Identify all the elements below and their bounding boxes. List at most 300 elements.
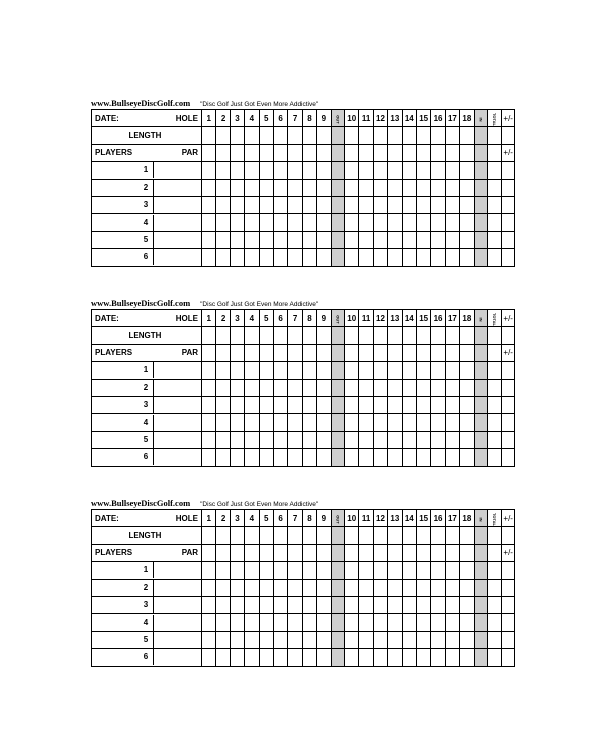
score-cell[interactable] bbox=[302, 562, 316, 579]
score-cell[interactable] bbox=[273, 379, 287, 396]
score-cell[interactable] bbox=[317, 414, 331, 431]
score-cell[interactable] bbox=[445, 596, 459, 613]
par-cell[interactable] bbox=[245, 544, 259, 561]
score-cell[interactable] bbox=[288, 162, 302, 179]
score-cell[interactable] bbox=[416, 214, 430, 231]
par-cell[interactable] bbox=[216, 144, 230, 161]
par-cell[interactable] bbox=[259, 144, 273, 161]
score-cell[interactable] bbox=[502, 414, 515, 431]
score-cell[interactable] bbox=[359, 414, 373, 431]
score-cell[interactable] bbox=[273, 579, 287, 596]
par-cell[interactable] bbox=[230, 544, 244, 561]
score-cell[interactable] bbox=[373, 249, 387, 266]
par-cell[interactable] bbox=[288, 144, 302, 161]
score-cell[interactable] bbox=[216, 231, 230, 248]
score-cell[interactable] bbox=[230, 179, 244, 196]
score-cell[interactable] bbox=[373, 649, 387, 666]
score-cell[interactable] bbox=[359, 179, 373, 196]
score-cell[interactable] bbox=[460, 649, 474, 666]
player-name-cell[interactable] bbox=[92, 414, 202, 431]
player-name-cell[interactable] bbox=[92, 614, 202, 631]
par-cell[interactable] bbox=[402, 344, 416, 361]
par-cell[interactable] bbox=[273, 344, 287, 361]
score-cell[interactable] bbox=[273, 196, 287, 213]
score-cell[interactable] bbox=[402, 649, 416, 666]
score-cell[interactable] bbox=[502, 649, 515, 666]
score-cell[interactable] bbox=[431, 649, 445, 666]
score-cell[interactable] bbox=[359, 379, 373, 396]
score-cell[interactable] bbox=[488, 431, 502, 448]
score-cell[interactable] bbox=[302, 579, 316, 596]
score-cell[interactable] bbox=[259, 562, 273, 579]
score-cell[interactable] bbox=[216, 596, 230, 613]
score-cell[interactable] bbox=[460, 396, 474, 413]
score-cell[interactable] bbox=[216, 396, 230, 413]
score-cell[interactable] bbox=[460, 162, 474, 179]
score-cell[interactable] bbox=[502, 196, 515, 213]
length-cell[interactable] bbox=[488, 527, 502, 544]
score-cell[interactable] bbox=[230, 231, 244, 248]
score-cell[interactable] bbox=[445, 179, 459, 196]
score-cell[interactable] bbox=[388, 631, 402, 648]
score-cell[interactable] bbox=[488, 579, 502, 596]
par-cell[interactable] bbox=[445, 544, 459, 561]
score-cell[interactable] bbox=[373, 231, 387, 248]
score-cell[interactable] bbox=[488, 362, 502, 379]
score-cell[interactable] bbox=[230, 614, 244, 631]
length-cell[interactable] bbox=[488, 127, 502, 144]
score-cell[interactable] bbox=[202, 214, 216, 231]
length-cell[interactable] bbox=[445, 127, 459, 144]
score-cell[interactable] bbox=[259, 214, 273, 231]
score-cell[interactable] bbox=[388, 362, 402, 379]
score-cell[interactable] bbox=[488, 196, 502, 213]
score-cell[interactable] bbox=[230, 631, 244, 648]
score-cell[interactable] bbox=[488, 231, 502, 248]
length-cell[interactable] bbox=[259, 527, 273, 544]
score-cell[interactable] bbox=[345, 579, 359, 596]
score-cell[interactable] bbox=[488, 379, 502, 396]
score-cell[interactable] bbox=[345, 649, 359, 666]
score-cell[interactable] bbox=[345, 614, 359, 631]
length-cell[interactable] bbox=[502, 527, 515, 544]
length-cell[interactable] bbox=[460, 327, 474, 344]
score-cell[interactable] bbox=[345, 196, 359, 213]
score-cell[interactable] bbox=[273, 449, 287, 466]
length-cell[interactable] bbox=[359, 527, 373, 544]
score-cell[interactable] bbox=[202, 179, 216, 196]
score-cell[interactable] bbox=[402, 431, 416, 448]
score-cell[interactable] bbox=[445, 362, 459, 379]
score-cell[interactable] bbox=[230, 362, 244, 379]
score-cell[interactable] bbox=[288, 596, 302, 613]
score-cell[interactable] bbox=[388, 179, 402, 196]
score-cell[interactable] bbox=[345, 562, 359, 579]
score-cell[interactable] bbox=[388, 414, 402, 431]
score-cell[interactable] bbox=[431, 596, 445, 613]
score-cell[interactable] bbox=[288, 179, 302, 196]
par-cell[interactable] bbox=[373, 144, 387, 161]
length-cell[interactable] bbox=[345, 127, 359, 144]
length-cell[interactable] bbox=[202, 527, 216, 544]
par-cell[interactable] bbox=[445, 344, 459, 361]
score-cell[interactable] bbox=[359, 431, 373, 448]
score-cell[interactable] bbox=[259, 362, 273, 379]
score-cell[interactable] bbox=[402, 379, 416, 396]
score-cell[interactable] bbox=[502, 162, 515, 179]
score-cell[interactable] bbox=[460, 596, 474, 613]
player-name-cell[interactable] bbox=[92, 449, 202, 466]
score-cell[interactable] bbox=[402, 231, 416, 248]
length-cell[interactable] bbox=[359, 127, 373, 144]
length-cell[interactable] bbox=[317, 327, 331, 344]
score-cell[interactable] bbox=[302, 396, 316, 413]
score-cell[interactable] bbox=[288, 214, 302, 231]
score-cell[interactable] bbox=[317, 649, 331, 666]
score-cell[interactable] bbox=[416, 249, 430, 266]
score-cell[interactable] bbox=[416, 631, 430, 648]
score-cell[interactable] bbox=[345, 231, 359, 248]
score-cell[interactable] bbox=[259, 449, 273, 466]
length-cell[interactable] bbox=[402, 527, 416, 544]
par-cell[interactable] bbox=[345, 144, 359, 161]
length-cell[interactable] bbox=[302, 127, 316, 144]
player-name-cell[interactable] bbox=[92, 249, 202, 266]
score-cell[interactable] bbox=[445, 449, 459, 466]
length-cell[interactable] bbox=[302, 527, 316, 544]
score-cell[interactable] bbox=[230, 596, 244, 613]
score-cell[interactable] bbox=[302, 596, 316, 613]
score-cell[interactable] bbox=[431, 162, 445, 179]
length-cell[interactable] bbox=[230, 327, 244, 344]
score-cell[interactable] bbox=[245, 214, 259, 231]
par-cell[interactable] bbox=[388, 144, 402, 161]
score-cell[interactable] bbox=[431, 631, 445, 648]
score-cell[interactable] bbox=[445, 396, 459, 413]
score-cell[interactable] bbox=[402, 631, 416, 648]
score-cell[interactable] bbox=[445, 249, 459, 266]
score-cell[interactable] bbox=[373, 562, 387, 579]
score-cell[interactable] bbox=[245, 196, 259, 213]
par-cell[interactable] bbox=[202, 544, 216, 561]
player-name-cell[interactable] bbox=[92, 379, 202, 396]
score-cell[interactable] bbox=[460, 449, 474, 466]
score-cell[interactable] bbox=[388, 214, 402, 231]
date-hole-cell[interactable] bbox=[92, 310, 202, 327]
length-cell[interactable] bbox=[317, 527, 331, 544]
par-cell[interactable] bbox=[431, 344, 445, 361]
score-cell[interactable] bbox=[445, 162, 459, 179]
player-name-cell[interactable] bbox=[92, 396, 202, 413]
score-cell[interactable] bbox=[402, 596, 416, 613]
score-cell[interactable] bbox=[460, 231, 474, 248]
score-cell[interactable] bbox=[373, 596, 387, 613]
score-cell[interactable] bbox=[402, 579, 416, 596]
score-cell[interactable] bbox=[359, 579, 373, 596]
length-cell[interactable] bbox=[288, 527, 302, 544]
score-cell[interactable] bbox=[302, 449, 316, 466]
score-cell[interactable] bbox=[502, 231, 515, 248]
player-name-cell[interactable] bbox=[92, 196, 202, 213]
score-cell[interactable] bbox=[373, 196, 387, 213]
score-cell[interactable] bbox=[488, 449, 502, 466]
score-cell[interactable] bbox=[416, 579, 430, 596]
score-cell[interactable] bbox=[245, 614, 259, 631]
site-url[interactable]: www.BullseyeDiscGolf.com bbox=[91, 298, 191, 308]
par-cell[interactable] bbox=[445, 144, 459, 161]
score-cell[interactable] bbox=[202, 414, 216, 431]
score-cell[interactable] bbox=[245, 249, 259, 266]
player-name-cell[interactable] bbox=[92, 362, 202, 379]
length-cell[interactable] bbox=[288, 327, 302, 344]
par-cell[interactable] bbox=[259, 344, 273, 361]
score-cell[interactable] bbox=[317, 596, 331, 613]
score-cell[interactable] bbox=[373, 631, 387, 648]
score-cell[interactable] bbox=[402, 414, 416, 431]
par-cell[interactable] bbox=[216, 344, 230, 361]
score-cell[interactable] bbox=[259, 431, 273, 448]
score-cell[interactable] bbox=[202, 396, 216, 413]
score-cell[interactable] bbox=[230, 379, 244, 396]
par-cell[interactable] bbox=[202, 144, 216, 161]
length-cell[interactable] bbox=[373, 327, 387, 344]
score-cell[interactable] bbox=[359, 249, 373, 266]
score-cell[interactable] bbox=[460, 196, 474, 213]
score-cell[interactable] bbox=[302, 362, 316, 379]
score-cell[interactable] bbox=[388, 614, 402, 631]
length-cell[interactable] bbox=[359, 327, 373, 344]
score-cell[interactable] bbox=[373, 214, 387, 231]
score-cell[interactable] bbox=[416, 179, 430, 196]
length-cell[interactable] bbox=[388, 527, 402, 544]
par-cell[interactable] bbox=[373, 344, 387, 361]
score-cell[interactable] bbox=[416, 414, 430, 431]
length-cell[interactable] bbox=[288, 127, 302, 144]
score-cell[interactable] bbox=[388, 562, 402, 579]
score-cell[interactable] bbox=[302, 231, 316, 248]
score-cell[interactable] bbox=[245, 396, 259, 413]
score-cell[interactable] bbox=[230, 162, 244, 179]
score-cell[interactable] bbox=[202, 431, 216, 448]
score-cell[interactable] bbox=[431, 379, 445, 396]
score-cell[interactable] bbox=[230, 649, 244, 666]
length-cell[interactable] bbox=[273, 127, 287, 144]
score-cell[interactable] bbox=[202, 649, 216, 666]
site-url[interactable]: www.BullseyeDiscGolf.com bbox=[91, 498, 191, 508]
score-cell[interactable] bbox=[431, 249, 445, 266]
score-cell[interactable] bbox=[502, 249, 515, 266]
score-cell[interactable] bbox=[488, 214, 502, 231]
score-cell[interactable] bbox=[216, 179, 230, 196]
score-cell[interactable] bbox=[302, 162, 316, 179]
score-cell[interactable] bbox=[416, 396, 430, 413]
score-cell[interactable] bbox=[416, 196, 430, 213]
score-cell[interactable] bbox=[388, 449, 402, 466]
par-cell[interactable] bbox=[488, 544, 502, 561]
par-cell[interactable] bbox=[359, 344, 373, 361]
score-cell[interactable] bbox=[416, 379, 430, 396]
score-cell[interactable] bbox=[502, 596, 515, 613]
player-name-cell[interactable] bbox=[92, 431, 202, 448]
score-cell[interactable] bbox=[245, 414, 259, 431]
score-cell[interactable] bbox=[445, 414, 459, 431]
score-cell[interactable] bbox=[273, 249, 287, 266]
score-cell[interactable] bbox=[359, 396, 373, 413]
score-cell[interactable] bbox=[460, 562, 474, 579]
length-cell[interactable] bbox=[373, 127, 387, 144]
par-cell[interactable] bbox=[245, 144, 259, 161]
score-cell[interactable] bbox=[416, 649, 430, 666]
par-cell[interactable] bbox=[273, 544, 287, 561]
score-cell[interactable] bbox=[273, 614, 287, 631]
score-cell[interactable] bbox=[445, 214, 459, 231]
score-cell[interactable] bbox=[502, 579, 515, 596]
score-cell[interactable] bbox=[259, 379, 273, 396]
date-hole-cell[interactable] bbox=[92, 510, 202, 527]
score-cell[interactable] bbox=[445, 379, 459, 396]
score-cell[interactable] bbox=[416, 614, 430, 631]
score-cell[interactable] bbox=[402, 449, 416, 466]
length-cell[interactable] bbox=[245, 327, 259, 344]
score-cell[interactable] bbox=[359, 214, 373, 231]
score-cell[interactable] bbox=[317, 162, 331, 179]
score-cell[interactable] bbox=[460, 579, 474, 596]
score-cell[interactable] bbox=[502, 214, 515, 231]
score-cell[interactable] bbox=[345, 249, 359, 266]
score-cell[interactable] bbox=[416, 231, 430, 248]
score-cell[interactable] bbox=[259, 396, 273, 413]
score-cell[interactable] bbox=[288, 579, 302, 596]
score-cell[interactable] bbox=[288, 649, 302, 666]
length-cell[interactable] bbox=[202, 327, 216, 344]
player-name-cell[interactable] bbox=[92, 596, 202, 613]
score-cell[interactable] bbox=[216, 431, 230, 448]
par-cell[interactable] bbox=[416, 544, 430, 561]
score-cell[interactable] bbox=[202, 362, 216, 379]
score-cell[interactable] bbox=[345, 631, 359, 648]
score-cell[interactable] bbox=[488, 396, 502, 413]
par-cell[interactable] bbox=[416, 344, 430, 361]
score-cell[interactable] bbox=[259, 179, 273, 196]
score-cell[interactable] bbox=[245, 631, 259, 648]
score-cell[interactable] bbox=[202, 614, 216, 631]
score-cell[interactable] bbox=[445, 649, 459, 666]
length-cell[interactable] bbox=[345, 327, 359, 344]
score-cell[interactable] bbox=[245, 596, 259, 613]
score-cell[interactable] bbox=[230, 414, 244, 431]
score-cell[interactable] bbox=[259, 614, 273, 631]
score-cell[interactable] bbox=[230, 249, 244, 266]
score-cell[interactable] bbox=[288, 362, 302, 379]
score-cell[interactable] bbox=[273, 362, 287, 379]
par-cell[interactable] bbox=[402, 544, 416, 561]
score-cell[interactable] bbox=[502, 614, 515, 631]
par-cell[interactable] bbox=[302, 344, 316, 361]
score-cell[interactable] bbox=[402, 214, 416, 231]
score-cell[interactable] bbox=[245, 379, 259, 396]
score-cell[interactable] bbox=[373, 179, 387, 196]
score-cell[interactable] bbox=[502, 379, 515, 396]
score-cell[interactable] bbox=[345, 162, 359, 179]
score-cell[interactable] bbox=[216, 362, 230, 379]
par-cell[interactable] bbox=[302, 144, 316, 161]
length-cell[interactable] bbox=[259, 327, 273, 344]
score-cell[interactable] bbox=[431, 562, 445, 579]
par-cell[interactable] bbox=[345, 544, 359, 561]
score-cell[interactable] bbox=[288, 196, 302, 213]
score-cell[interactable] bbox=[302, 414, 316, 431]
score-cell[interactable] bbox=[202, 162, 216, 179]
length-cell[interactable] bbox=[373, 527, 387, 544]
score-cell[interactable] bbox=[288, 231, 302, 248]
score-cell[interactable] bbox=[317, 231, 331, 248]
score-cell[interactable] bbox=[230, 396, 244, 413]
length-cell[interactable] bbox=[431, 327, 445, 344]
score-cell[interactable] bbox=[288, 562, 302, 579]
score-cell[interactable] bbox=[488, 596, 502, 613]
score-cell[interactable] bbox=[259, 249, 273, 266]
length-cell[interactable] bbox=[317, 127, 331, 144]
score-cell[interactable] bbox=[460, 214, 474, 231]
score-cell[interactable] bbox=[431, 179, 445, 196]
score-cell[interactable] bbox=[288, 614, 302, 631]
score-cell[interactable] bbox=[359, 162, 373, 179]
score-cell[interactable] bbox=[445, 431, 459, 448]
length-cell[interactable] bbox=[216, 527, 230, 544]
length-cell[interactable] bbox=[416, 127, 430, 144]
score-cell[interactable] bbox=[317, 631, 331, 648]
score-cell[interactable] bbox=[460, 249, 474, 266]
score-cell[interactable] bbox=[202, 196, 216, 213]
score-cell[interactable] bbox=[416, 596, 430, 613]
score-cell[interactable] bbox=[402, 162, 416, 179]
score-cell[interactable] bbox=[431, 396, 445, 413]
score-cell[interactable] bbox=[273, 562, 287, 579]
score-cell[interactable] bbox=[302, 431, 316, 448]
score-cell[interactable] bbox=[373, 379, 387, 396]
score-cell[interactable] bbox=[445, 614, 459, 631]
par-cell[interactable] bbox=[388, 544, 402, 561]
par-cell[interactable] bbox=[245, 344, 259, 361]
score-cell[interactable] bbox=[445, 579, 459, 596]
score-cell[interactable] bbox=[302, 214, 316, 231]
score-cell[interactable] bbox=[216, 196, 230, 213]
score-cell[interactable] bbox=[216, 162, 230, 179]
score-cell[interactable] bbox=[273, 162, 287, 179]
score-cell[interactable] bbox=[373, 431, 387, 448]
score-cell[interactable] bbox=[431, 414, 445, 431]
score-cell[interactable] bbox=[345, 179, 359, 196]
score-cell[interactable] bbox=[317, 179, 331, 196]
score-cell[interactable] bbox=[373, 414, 387, 431]
length-cell[interactable] bbox=[460, 527, 474, 544]
score-cell[interactable] bbox=[359, 196, 373, 213]
score-cell[interactable] bbox=[259, 596, 273, 613]
player-name-cell[interactable] bbox=[92, 579, 202, 596]
par-cell[interactable] bbox=[416, 144, 430, 161]
score-cell[interactable] bbox=[460, 431, 474, 448]
par-cell[interactable] bbox=[373, 544, 387, 561]
score-cell[interactable] bbox=[373, 579, 387, 596]
score-cell[interactable] bbox=[317, 562, 331, 579]
score-cell[interactable] bbox=[431, 214, 445, 231]
score-cell[interactable] bbox=[359, 631, 373, 648]
score-cell[interactable] bbox=[431, 579, 445, 596]
score-cell[interactable] bbox=[317, 249, 331, 266]
length-cell[interactable] bbox=[216, 127, 230, 144]
score-cell[interactable] bbox=[416, 562, 430, 579]
score-cell[interactable] bbox=[259, 231, 273, 248]
